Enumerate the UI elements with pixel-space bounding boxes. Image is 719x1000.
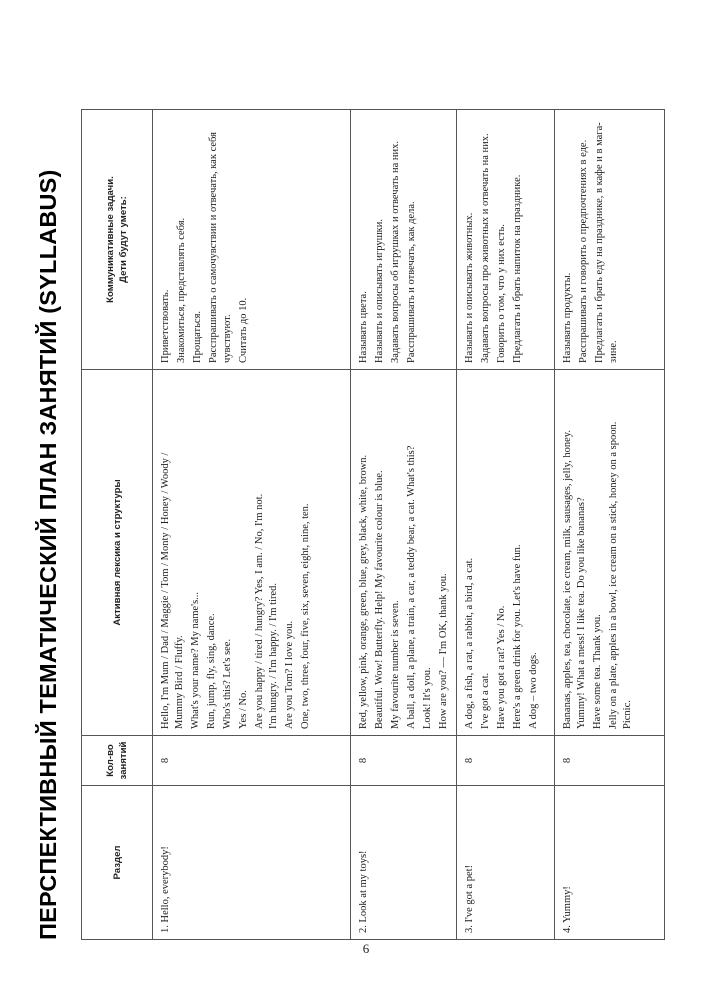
header-section-label: Раздел	[111, 845, 123, 880]
section-cell: 1. Hello, everybody!	[153, 786, 351, 940]
task-line: Задавать вопросы об игрушках и отвечать на них.	[390, 141, 401, 363]
count-cell: 8	[457, 736, 555, 786]
vocab-line: Picnic.	[622, 700, 633, 729]
vocab-line: One, two, three, four, five, six, seven, eight, nine, ten.	[300, 503, 311, 729]
vocab-line: Yummy! What a mess! I like tea. Do you like bananas?	[576, 497, 587, 729]
vocab-line: A dog, a fish, a rat, a rabbit, a bird, a cat.	[464, 557, 475, 729]
count-cell: 8	[351, 736, 457, 786]
page-title: ПЕРСПЕКТИВНЫЙ ТЕМАТИЧЕСКИЙ ПЛАН ЗАНЯТИЙ (SYLLABUS)	[35, 169, 61, 940]
vocab-line: A dog – two dogs.	[528, 652, 539, 729]
header-count-line-2: занятий	[118, 741, 129, 780]
vocab-line: Hello, I'm Mum / Dad / Maggie / Tom / Monty / Honey / Woody /	[160, 452, 171, 729]
vocab-cell	[457, 370, 555, 736]
task-line: Говорить о том, что у них есть.	[496, 224, 507, 363]
header-count	[82, 736, 153, 786]
header-tasks-line-1: Коммуникативные задачи.	[105, 176, 116, 303]
table-row	[351, 110, 457, 940]
header-section	[82, 786, 153, 940]
vocab-line: Bananas, apples, tea, chocolate, ice cream, milk, sausages, jelly, honey.	[562, 430, 573, 729]
task-line: Расспрашивать и говорить о предпочтениях в еде.	[578, 139, 589, 363]
vocab-line: Here's a green drink for you. Let's have fun.	[512, 544, 523, 729]
task-line: Называть и описывать животных.	[464, 212, 475, 363]
task-line: Называть продукты.	[562, 272, 573, 363]
vocab-line: I'm hungry. / I'm happy. / I'm tired.	[268, 582, 279, 729]
vocab-line: A ball, a doll, a plane, a train, a car, a teddy bear, a cat. What's this?	[406, 445, 417, 729]
header-row	[82, 110, 153, 940]
rotated-content	[25, 15, 705, 940]
vocab-cell	[351, 370, 457, 736]
vocab-line: Have you got a rat? Yes / No.	[496, 605, 507, 729]
vocab-line: What's your name? My name's...	[190, 591, 201, 729]
task-line: Задавать вопросы про животных и отвечать на них.	[480, 133, 491, 363]
task-line: Прощаться.	[192, 310, 203, 363]
task-line: Приветствовать.	[160, 289, 171, 363]
vocab-line: Run, jump, fly, sing, dance.	[206, 613, 217, 729]
task-line: зине.	[608, 340, 619, 363]
vocab-line: Beautiful. Wow! Butterfly. Help! My favourite colour is blue.	[374, 470, 385, 729]
vocab-line: Are you Tom? I love you.	[284, 620, 295, 729]
vocab-line: Are you happy / tired / hungry? Yes, I am. / No, I'm not.	[254, 493, 265, 729]
vocab-line: Yes / No.	[238, 690, 249, 729]
task-line: Называть цвета.	[358, 291, 369, 363]
table-row	[457, 110, 555, 940]
header-tasks	[82, 110, 153, 370]
header-vocab-label: Активная лексика и структуры	[111, 479, 123, 626]
header-tasks-line-2: Дети будут уметь:	[118, 196, 129, 283]
tasks-cell	[351, 110, 457, 370]
tasks-cell	[153, 110, 351, 370]
vocab-line: Red, yellow, pink, orange, green, blue, grey, black, white, brown.	[358, 454, 369, 729]
vocab-cell	[555, 370, 665, 736]
count-cell: 8	[555, 736, 665, 786]
task-line: Называть и описывать игрушки.	[374, 218, 385, 363]
vocab-line: Who's this? Let's see.	[222, 638, 233, 729]
task-line: Расспрашивать и отвечать, как дела.	[406, 201, 417, 363]
header-count-line-1: Кол-во	[105, 744, 116, 777]
syllabus-table	[81, 109, 665, 940]
section-cell: 2. Look at my toys!	[351, 786, 457, 940]
task-line: Считать до 10.	[238, 297, 249, 363]
tasks-cell	[555, 110, 665, 370]
vocab-cell	[153, 370, 351, 736]
task-line: Знакомиться, представлять себя.	[176, 217, 187, 363]
vocab-line: Mummy Bird / Fluffy.	[174, 635, 185, 729]
task-line: Предлагать и брать еду на празднике, в кафе и в мага-	[594, 122, 605, 363]
header-vocab	[82, 370, 153, 736]
vocab-line: I've got a cat.	[480, 672, 491, 729]
section-cell: 3. I've got a pet!	[457, 786, 555, 940]
tasks-cell	[457, 110, 555, 370]
page-number: 6	[362, 941, 370, 956]
vocab-line: Jelly on a plate, apples in a bowl, ice cream on a stick, honey on a spoon.	[608, 421, 619, 729]
vocab-line: Look! It's you.	[422, 667, 433, 729]
vocab-line: How are you? — I'm OK, thank you.	[438, 573, 449, 729]
count-cell: 8	[153, 736, 351, 786]
vocab-line: My favourite number is seven.	[390, 600, 401, 729]
vocab-line: Have some tea. Thank you.	[592, 614, 603, 729]
table-row	[555, 110, 665, 940]
table-row	[153, 110, 351, 940]
task-line: Расспрашивать о самочувствии и отвечать, как себя	[208, 132, 219, 363]
task-line: Предлагать и брать напиток на празднике.	[512, 174, 523, 363]
section-cell: 4. Yummy!	[555, 786, 665, 940]
task-line: чувствуют.	[222, 314, 233, 363]
